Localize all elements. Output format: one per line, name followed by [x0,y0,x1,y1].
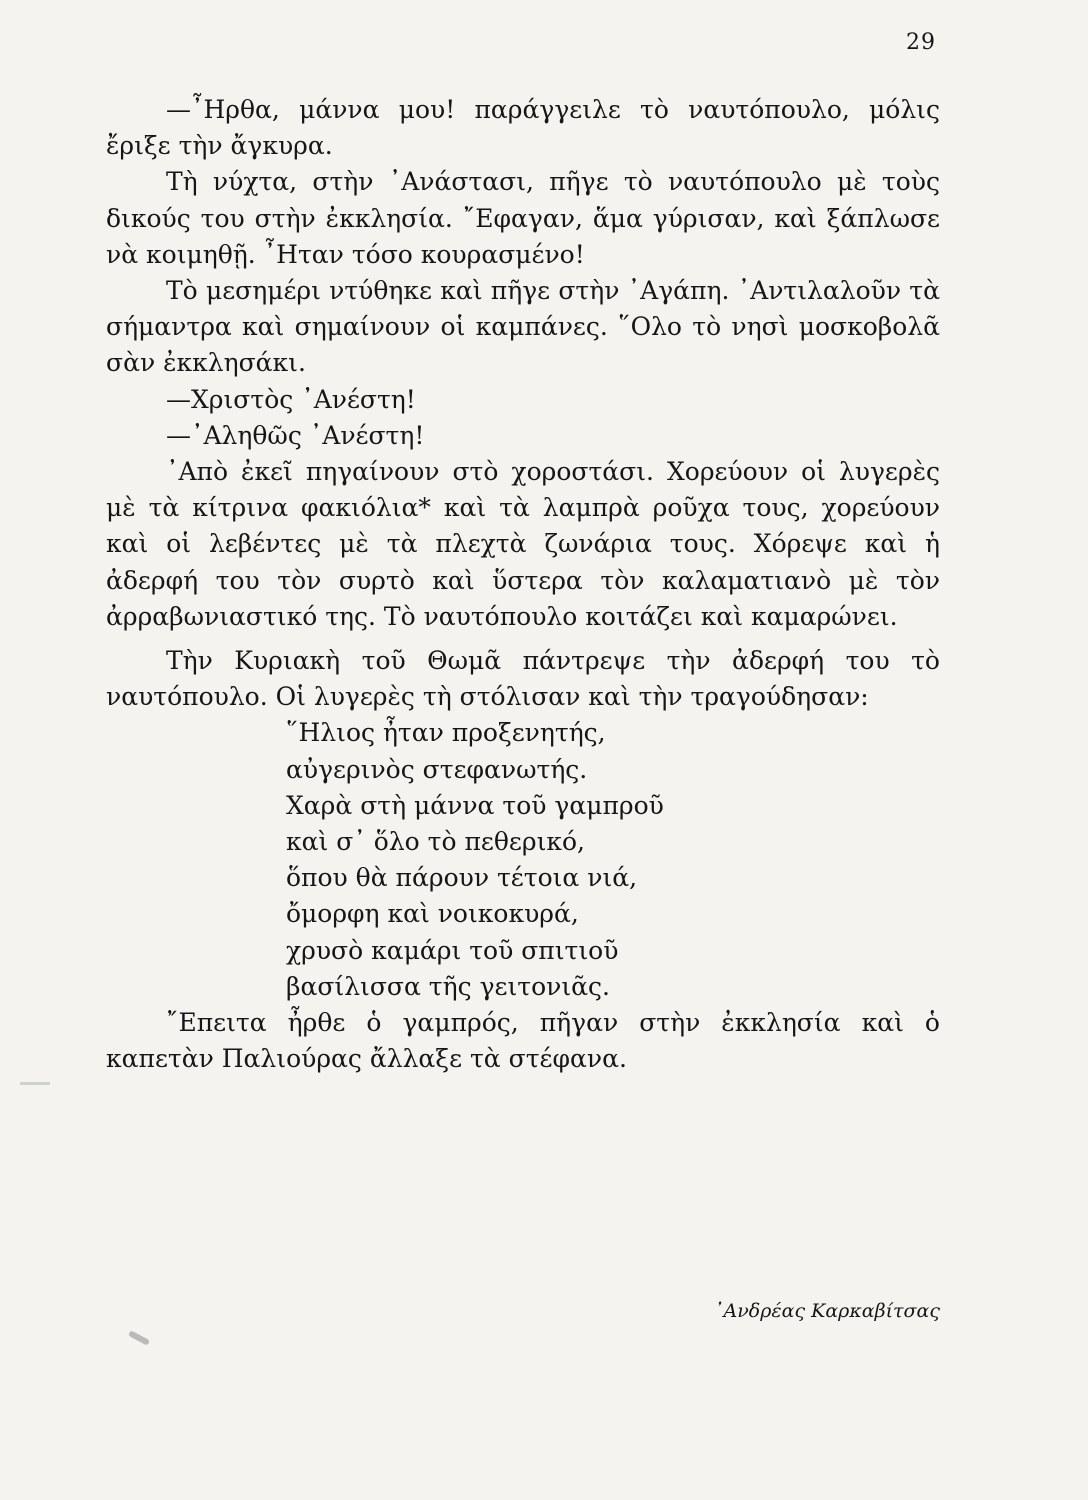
poem-line: ὄμορφη καὶ νοικοκυρά, [286,899,579,929]
poem-line: αὐγερινὸς στεφανωτής. [286,754,588,784]
poem-line: Χαρὰ στὴ μάννα τοῦ γαμπροῦ [286,790,664,820]
ink-speck [128,1330,150,1346]
margin-mark [20,1082,50,1085]
poem-line: χρυσὸ καμάρι τοῦ σπιτιοῦ [286,935,619,965]
author-signature: ᾿Ανδρέας Καρκαβίτσας [714,1300,940,1322]
dialogue-line: —᾿Αληθῶς ᾿Ανέστη! [166,420,425,450]
paragraph: Τὸ μεσημέρι ντύθηκε καὶ πῆγε στὴν ᾿Αγάπη. ᾿Αντιλαλοῦν τὰ σήμαντρα καὶ σημαίνουν οἱ καμπάνες. ῞Ολο τὸ νησὶ μοσκοβολᾶ σὰν ἐκκλησάκι. [106,276,940,378]
closing-paragraph: ῎Επειτα ἦρθε ὁ γαμπρός, πῆγαν στὴν ἐκκλησία καὶ ὁ καπετὰν Παλιούρας ἄλλαξε τὰ στέφανα. [106,1008,940,1074]
wedding-song [286,715,940,1005]
page-number: 29 [906,30,936,55]
paragraph: Τὴ νύχτα, στὴν ᾿Ανάστασι, πῆγε τὸ ναυτόπουλο μὲ τοὺς δικούς του στὴν ἐκκλησία. ῎Εφαγαν, ἅμα γύρισαν, καὶ ξάπλωσε νὰ κοιμηθῇ. ῏Ηταν τόσο κουρασμένο! [106,167,940,269]
poem-line: ῞Ηλιος ἦταν προξενητής, [286,718,606,748]
paragraph: —῏Ηρθα, μάννα μου! παράγγειλε τὸ ναυτόπουλο, μόλις ἔριξε τὴν ἄγκυρα. [106,95,940,161]
poem-line: ὅπου θὰ πάρουν τέτοια νιά, [286,863,638,893]
poem-line: βασίλισσα τῆς γειτονιᾶς. [286,971,610,1001]
poem-line: καὶ σ᾿ ὅλο τὸ πεθερικό, [286,827,585,857]
body-text [106,92,940,1077]
dialogue-line: —Χριστὸς ᾿Ανέστη! [166,384,416,414]
paragraph: Τὴν Κυριακὴ τοῦ Θωμᾶ πάντρεψε τὴν ἀδερφή του τὸ ναυτόπουλο. Οἱ λυγερὲς τὴ στόλισαν καὶ τὴν τραγούδησαν: [106,646,940,712]
paragraph: ᾿Απὸ ἐκεῖ πηγαίνουν στὸ χοροστάσι. Χορεύουν οἱ λυγερὲς μὲ τὰ κίτρινα φακιόλια* καὶ τὰ λαμπρὰ ροῦχα τους, χορεύουν καὶ οἱ λεβέντες μὲ τὰ πλεχτὰ ζωνάρια τους. Χόρεψε καὶ ἡ ἀδερφή του τὸν συρτὸ καὶ ὕστερα τὸν καλαματιανὸ μὲ τὸν ἀρραβωνιαστικό της. Τὸ ναυτόπουλο κοιτάζει καὶ καμαρώνει. [106,457,940,631]
